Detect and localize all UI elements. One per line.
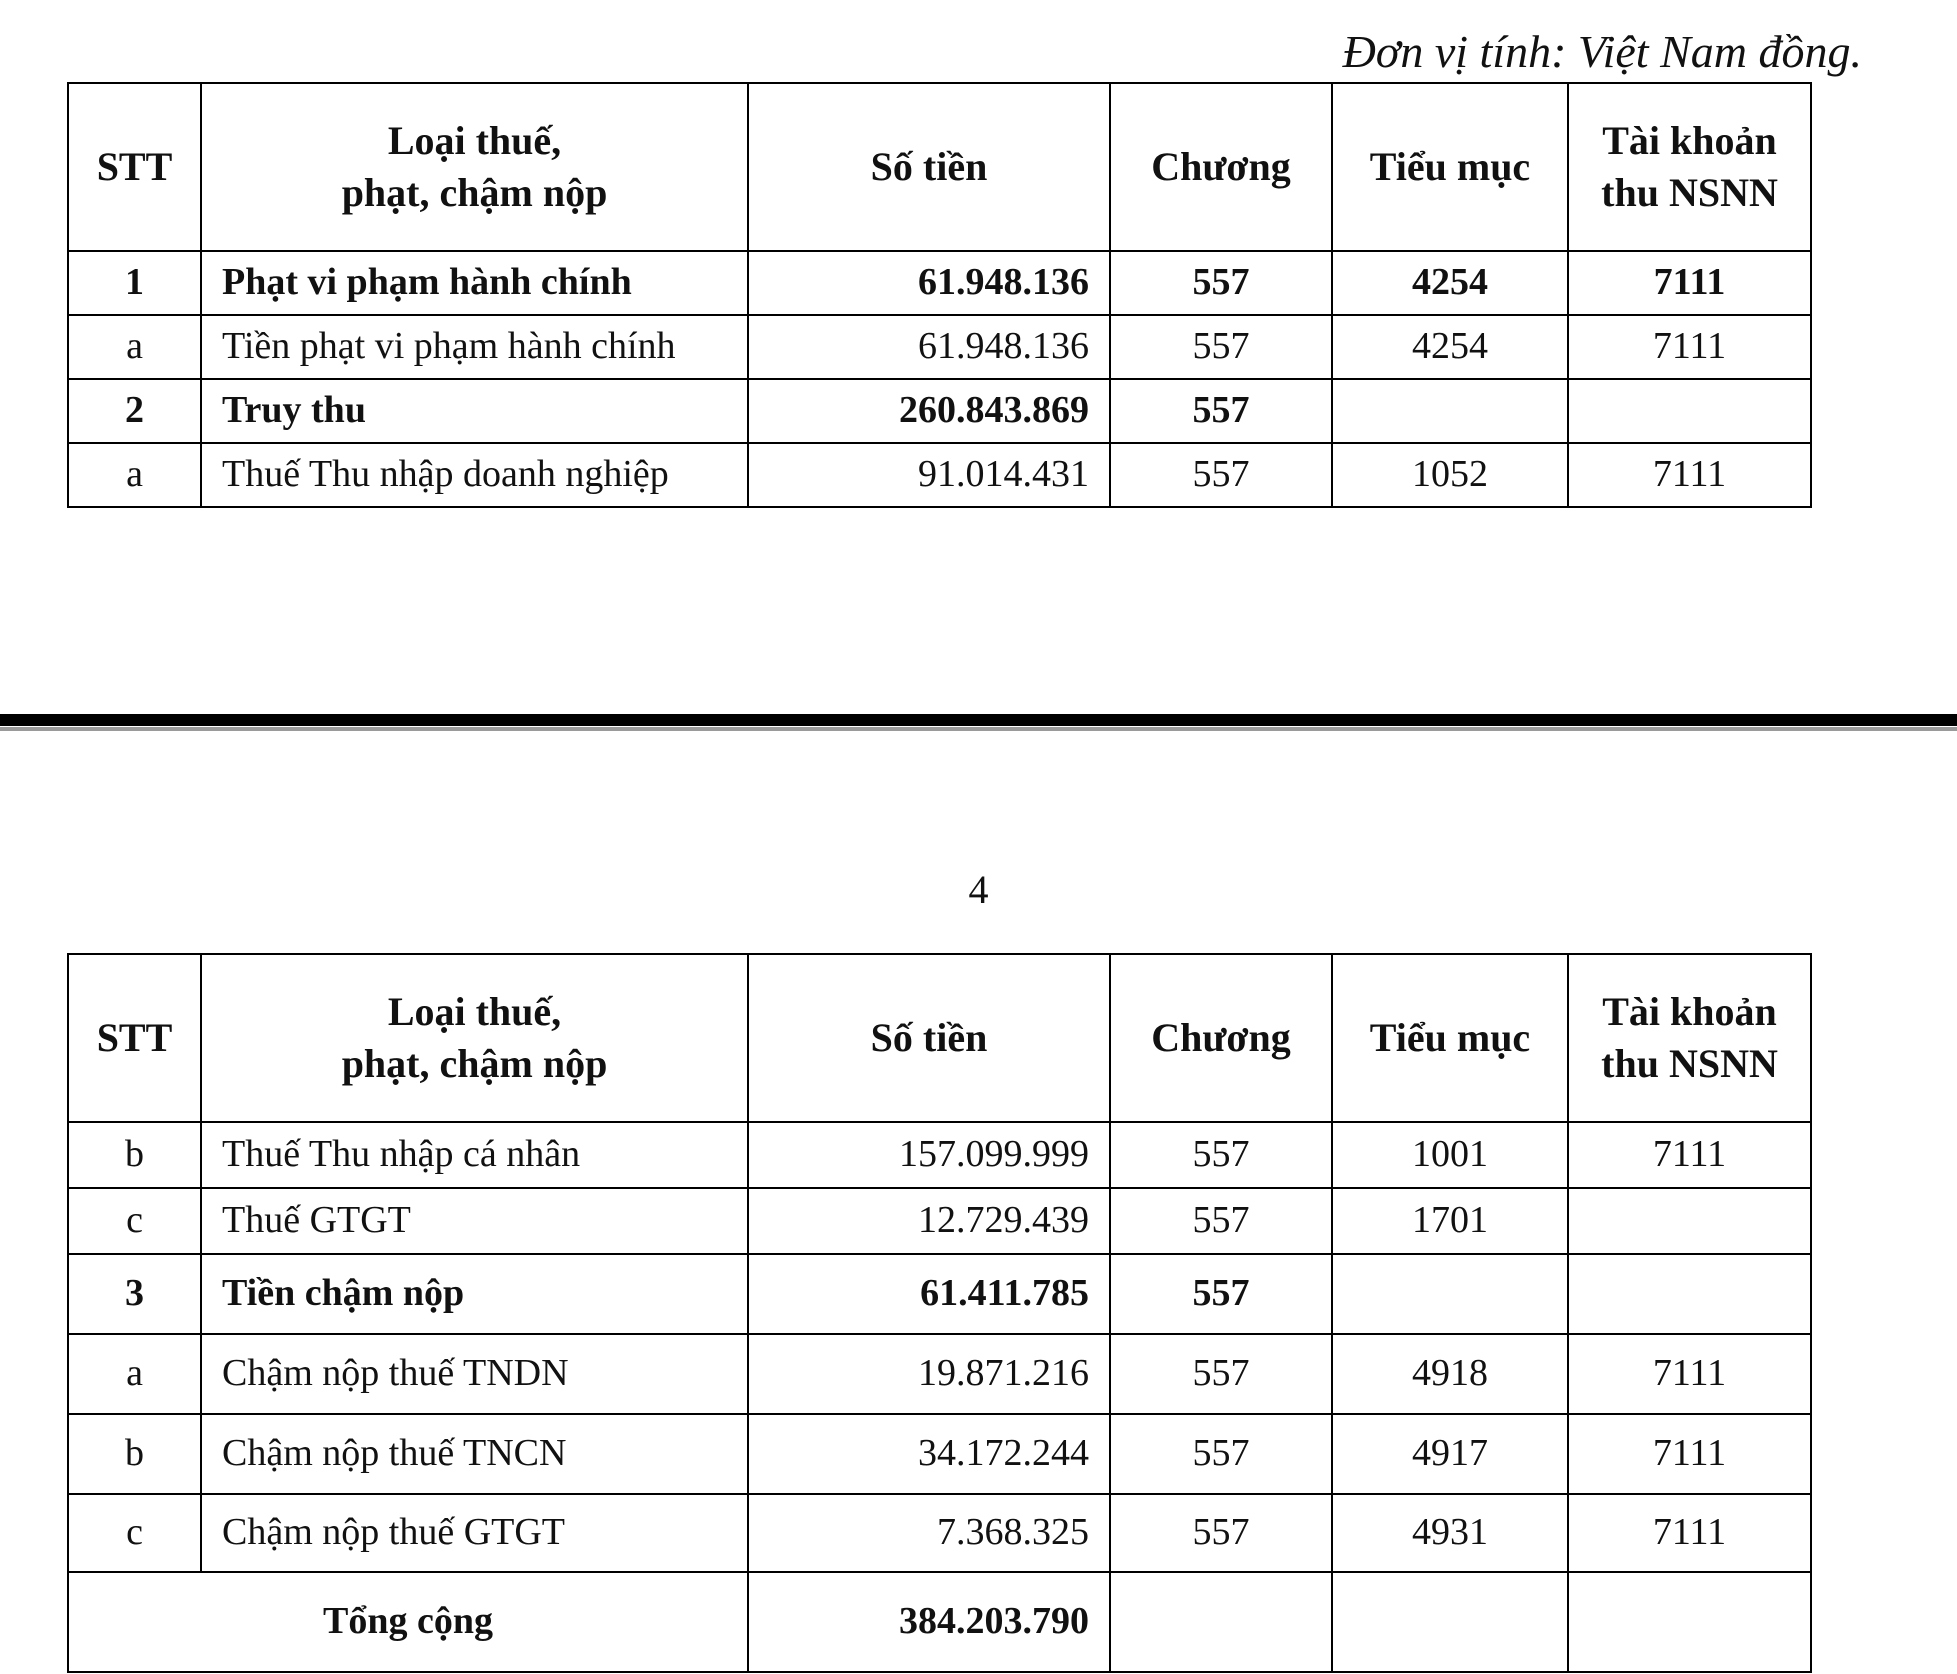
cell-tieu-muc: 4254 bbox=[1332, 251, 1568, 315]
cell-chuong: 557 bbox=[1110, 1334, 1332, 1414]
header-tai-khoan bbox=[1568, 954, 1811, 1122]
cell-chuong: 557 bbox=[1110, 1414, 1332, 1494]
cell-so-tien: 260.843.869 bbox=[748, 379, 1110, 443]
cell-tai-khoan: 7111 bbox=[1568, 443, 1811, 507]
cell-loai: Chậm nộp thuế GTGT bbox=[201, 1494, 748, 1572]
table-row bbox=[68, 1122, 1811, 1188]
cell-stt: 3 bbox=[68, 1254, 201, 1334]
tax-table-bottom bbox=[67, 953, 1812, 1673]
cell-loai: Chậm nộp thuế TNDN bbox=[201, 1334, 748, 1414]
cell-chuong: 557 bbox=[1110, 1254, 1332, 1334]
cell-stt: a bbox=[68, 1334, 201, 1414]
cell-tai-khoan: 7111 bbox=[1568, 1334, 1811, 1414]
header-loai-line1: Loại thuế, bbox=[387, 989, 562, 1034]
cell-tai-khoan: 7111 bbox=[1568, 251, 1811, 315]
cell-so-tien: 12.729.439 bbox=[748, 1188, 1110, 1254]
table-row bbox=[68, 315, 1811, 379]
header-loai-line2: phạt, chậm nộp bbox=[341, 170, 608, 215]
cell-so-tien: 61.948.136 bbox=[748, 315, 1110, 379]
header-tk-line2: thu NSNN bbox=[1601, 170, 1778, 215]
table-row bbox=[68, 379, 1811, 443]
header-chuong: Chương bbox=[1110, 83, 1332, 251]
header-tai-khoan bbox=[1568, 83, 1811, 251]
cell-chuong: 557 bbox=[1110, 315, 1332, 379]
table-row bbox=[68, 251, 1811, 315]
cell-stt: a bbox=[68, 315, 201, 379]
cell-tai-khoan: 7111 bbox=[1568, 1122, 1811, 1188]
table-row bbox=[68, 1188, 1811, 1254]
cell-tieu-muc: 1052 bbox=[1332, 443, 1568, 507]
table-row bbox=[68, 1494, 1811, 1572]
table-row bbox=[68, 1414, 1811, 1494]
cell-chuong bbox=[1110, 1572, 1332, 1672]
cell-stt: b bbox=[68, 1122, 201, 1188]
header-loai-line1: Loại thuế, bbox=[387, 118, 562, 163]
cell-tai-khoan bbox=[1568, 1188, 1811, 1254]
cell-tai-khoan: 7111 bbox=[1568, 1414, 1811, 1494]
cell-so-tien: 19.871.216 bbox=[748, 1334, 1110, 1414]
cell-tieu-muc bbox=[1332, 1572, 1568, 1672]
cell-tieu-muc: 4931 bbox=[1332, 1494, 1568, 1572]
page-divider bbox=[0, 714, 1957, 726]
total-amount: 384.203.790 bbox=[748, 1572, 1110, 1672]
cell-loai: Thuế Thu nhập doanh nghiệp bbox=[201, 443, 748, 507]
total-label: Tổng cộng bbox=[68, 1572, 748, 1672]
cell-stt: a bbox=[68, 443, 201, 507]
cell-so-tien: 34.172.244 bbox=[748, 1414, 1110, 1494]
header-tk-line1: Tài khoản bbox=[1602, 118, 1777, 163]
cell-stt: b bbox=[68, 1414, 201, 1494]
cell-chuong: 557 bbox=[1110, 1188, 1332, 1254]
header-tk-line1: Tài khoản bbox=[1602, 989, 1777, 1034]
cell-so-tien: 91.014.431 bbox=[748, 443, 1110, 507]
cell-loai: Thuế Thu nhập cá nhân bbox=[201, 1122, 748, 1188]
cell-loai: Chậm nộp thuế TNCN bbox=[201, 1414, 748, 1494]
header-loai-thue bbox=[201, 83, 748, 251]
cell-so-tien: 157.099.999 bbox=[748, 1122, 1110, 1188]
cell-loai: Tiền chậm nộp bbox=[201, 1254, 748, 1334]
cell-tieu-muc: 4918 bbox=[1332, 1334, 1568, 1414]
table-row bbox=[68, 1334, 1811, 1414]
cell-chuong: 557 bbox=[1110, 1122, 1332, 1188]
header-tk-line2: thu NSNN bbox=[1601, 1041, 1778, 1086]
cell-loai: Thuế GTGT bbox=[201, 1188, 748, 1254]
header-row bbox=[68, 954, 1811, 1122]
header-chuong: Chương bbox=[1110, 954, 1332, 1122]
header-tieu-muc: Tiểu mục bbox=[1332, 954, 1568, 1122]
cell-tieu-muc: 4254 bbox=[1332, 315, 1568, 379]
cell-loai: Truy thu bbox=[201, 379, 748, 443]
cell-tieu-muc: 1001 bbox=[1332, 1122, 1568, 1188]
cell-chuong: 557 bbox=[1110, 379, 1332, 443]
cell-tai-khoan bbox=[1568, 1254, 1811, 1334]
cell-tai-khoan: 7111 bbox=[1568, 315, 1811, 379]
header-stt: STT bbox=[68, 83, 201, 251]
cell-tai-khoan: 7111 bbox=[1568, 1494, 1811, 1572]
cell-tieu-muc bbox=[1332, 379, 1568, 443]
header-tieu-muc: Tiểu mục bbox=[1332, 83, 1568, 251]
cell-tai-khoan bbox=[1568, 379, 1811, 443]
tax-table-top bbox=[67, 82, 1812, 508]
cell-tai-khoan bbox=[1568, 1572, 1811, 1672]
table-row bbox=[68, 1254, 1811, 1334]
cell-so-tien: 61.411.785 bbox=[748, 1254, 1110, 1334]
header-stt: STT bbox=[68, 954, 201, 1122]
cell-stt: c bbox=[68, 1494, 201, 1572]
cell-stt: c bbox=[68, 1188, 201, 1254]
total-row bbox=[68, 1572, 1811, 1672]
cell-stt: 1 bbox=[68, 251, 201, 315]
cell-chuong: 557 bbox=[1110, 251, 1332, 315]
cell-loai: Phạt vi phạm hành chính bbox=[201, 251, 748, 315]
cell-chuong: 557 bbox=[1110, 443, 1332, 507]
cell-chuong: 557 bbox=[1110, 1494, 1332, 1572]
cell-tieu-muc: 1701 bbox=[1332, 1188, 1568, 1254]
header-so-tien: Số tiền bbox=[748, 954, 1110, 1122]
header-loai-line2: phạt, chậm nộp bbox=[341, 1041, 608, 1086]
unit-note: Đơn vị tính: Việt Nam đồng. bbox=[1342, 26, 1862, 77]
cell-loai: Tiền phạt vi phạm hành chính bbox=[201, 315, 748, 379]
cell-so-tien: 61.948.136 bbox=[748, 251, 1110, 315]
page-number: 4 bbox=[968, 867, 989, 912]
cell-tieu-muc: 4917 bbox=[1332, 1414, 1568, 1494]
header-so-tien: Số tiền bbox=[748, 83, 1110, 251]
cell-so-tien: 7.368.325 bbox=[748, 1494, 1110, 1572]
header-row bbox=[68, 83, 1811, 251]
cell-stt: 2 bbox=[68, 379, 201, 443]
header-loai-thue bbox=[201, 954, 748, 1122]
cell-tieu-muc bbox=[1332, 1254, 1568, 1334]
table-row bbox=[68, 443, 1811, 507]
